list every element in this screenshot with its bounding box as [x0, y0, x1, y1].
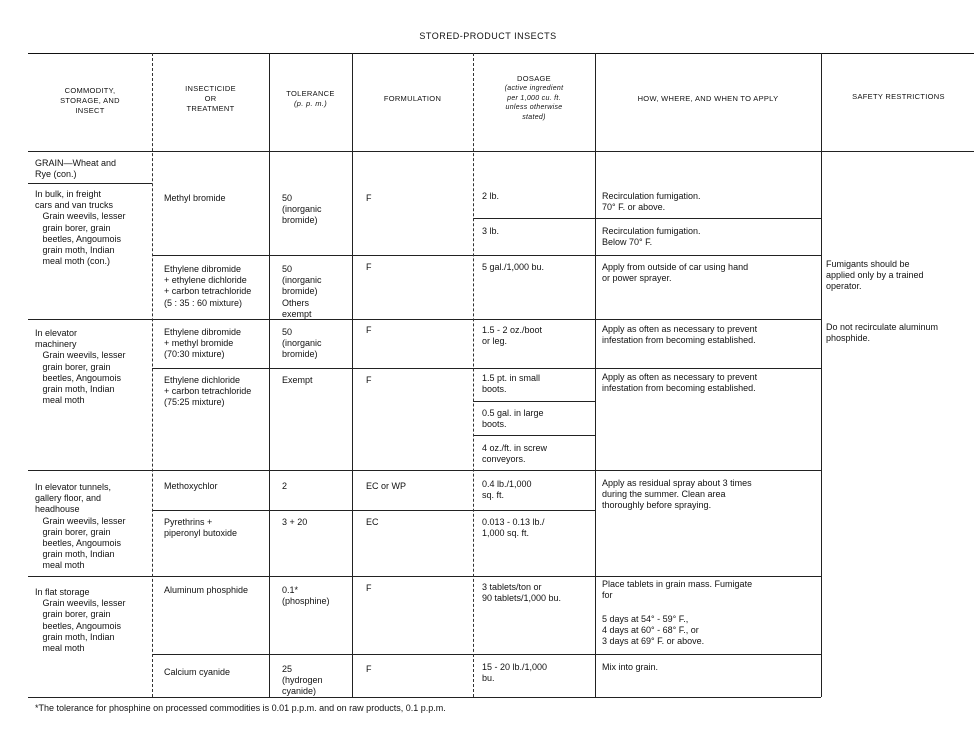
how-cell: Apply as residual spray about 3 times during the summer. Clean area thoroughly before spraying. [602, 478, 752, 511]
tolerance-cell: 3 + 20 [282, 517, 308, 527]
table-top-rule [28, 53, 974, 54]
commodity-flat-storage: In flat storage Grain weevils, lesser grain borer, grain beetles, Angoumois grain moth, Indian meal moth [35, 587, 126, 654]
dosage-cell: 0.013 - 0.13 lb./ 1,000 sq. ft. [482, 517, 545, 539]
row-divider [28, 183, 152, 184]
row-divider [473, 218, 821, 219]
row-divider [28, 576, 821, 577]
safety-note: Do not recirculate aluminum phosphide. [826, 322, 939, 344]
dosage-cell: 15 - 20 lb./1,000 bu. [482, 662, 548, 684]
row-divider [152, 510, 596, 511]
dosage-cell: 0.5 gal. in large boots. [482, 408, 544, 430]
commodity-grain: GRAIN—Wheat and Rye (con.) [35, 158, 117, 180]
tolerance-cell: 0.1* (phosphine) [282, 585, 330, 607]
tolerance-cell: 2 [282, 481, 288, 491]
insecticide-cell: Methoxychlor [164, 481, 218, 491]
header-commodity: COMMODITY, STORAGE, AND INSECT [60, 86, 120, 115]
dosage-cell: 1.5 - 2 oz./boot or leg. [482, 325, 543, 347]
row-divider [152, 368, 821, 369]
dosage-cell: 3 tablets/ton or 90 tablets/1,000 bu. [482, 582, 562, 604]
insecticide-cell: Aluminum phosphide [164, 585, 249, 595]
table-bottom-rule [28, 697, 821, 698]
insecticide-cell: Pyrethrins + piperonyl butoxide [164, 517, 238, 539]
tolerance-cell: Exempt [282, 375, 313, 385]
formulation-cell: F [366, 664, 372, 674]
column-divider [269, 53, 270, 697]
header-tolerance-units [271, 99, 350, 109]
tolerance-cell: 50 (inorganic bromide) Others exempt [282, 264, 322, 319]
insecticide-cell: Ethylene dichloride + carbon tetrachloride (75:25 mixture) [164, 375, 252, 408]
commodity-elevator-tunnels: In elevator tunnels, gallery floor, and headhouse Grain weevils, lesser grain borer, grain beetles, Angoumois grain moth, Indian meal moth [35, 482, 126, 571]
dosage-cell: 1.5 pt. in small boots. [482, 373, 541, 395]
row-divider [473, 435, 595, 436]
insecticide-cell: Ethylene dibromide + ethylene dichloride + carbon tetrachloride (5 : 35 : 60 mixture) [164, 264, 252, 308]
commodity-bulk: In bulk, in freight cars and van trucks Grain weevils, lesser grain borer, grain beetles, Angoumois grain moth, Indian meal moth (con.) [35, 189, 126, 267]
header-tolerance: TOLERANCE [286, 89, 335, 98]
insecticide-cell: Ethylene dibromide + methyl bromide (70:30 mixture) [164, 327, 242, 360]
row-divider [28, 319, 821, 320]
how-cell: Place tablets in grain mass. Fumigate for [602, 579, 753, 601]
row-divider [28, 470, 821, 471]
formulation-cell: EC [366, 517, 379, 527]
row-divider [152, 255, 821, 256]
insecticide-cell: Calcium cyanide [164, 667, 231, 677]
tolerance-cell: 25 (hydrogen cyanide) [282, 664, 323, 697]
column-divider [352, 53, 353, 697]
column-divider [473, 53, 474, 697]
how-cell: Apply from outside of car using hand or power sprayer. [602, 262, 749, 284]
formulation-cell: F [366, 193, 372, 203]
dosage-cell: 4 oz./ft. in screw conveyors. [482, 443, 548, 465]
tolerance-cell: 50 (inorganic bromide) [282, 193, 322, 226]
how-cell: Apply as often as necessary to prevent infestation from becoming established. [602, 324, 758, 346]
dosage-cell: 3 lb. [482, 226, 500, 236]
safety-note: Fumigants should be applied only by a trained operator. [826, 259, 924, 292]
header-dosage-note [475, 84, 593, 122]
dosage-cell: 2 lb. [482, 191, 500, 201]
formulation-cell: F [366, 325, 372, 335]
row-divider [152, 654, 821, 655]
formulation-cell: F [366, 375, 372, 385]
header-insecticide: INSECTICIDE OR TREATMENT [185, 84, 236, 113]
dosage-cell: 0.4 lb./1,000 sq. ft. [482, 479, 532, 501]
how-cell: 5 days at 54° - 59° F., 4 days at 60° - 68° F., or 3 days at 69° F. or above. [602, 614, 705, 647]
row-divider [473, 401, 595, 402]
footnote: *The tolerance for phosphine on processed commodities is 0.01 p.p.m. and on raw products, 0.1 p.p.m. [35, 703, 446, 713]
dosage-note-text: (active ingredient per 1,000 cu. ft. unless otherwise stated) [504, 85, 564, 121]
how-cell: Recirculation fumigation. Below 70° F. [602, 226, 701, 248]
how-cell: Recirculation fumigation. 70° F. or above. [602, 191, 701, 213]
how-cell: Apply as often as necessary to prevent infestation from becoming established. [602, 372, 758, 394]
page-title: STORED-PRODUCT INSECTS [419, 31, 557, 41]
header-dosage: DOSAGE [517, 74, 551, 83]
column-divider [152, 53, 153, 697]
header-how: HOW, WHERE, AND WHEN TO APPLY [637, 94, 779, 103]
how-cell: Mix into grain. [602, 662, 659, 672]
tolerance-units-text: (p. p. m.) [293, 99, 327, 108]
header-bottom-rule [28, 151, 974, 152]
formulation-cell: F [366, 262, 372, 272]
header-formulation: FORMULATION [383, 94, 442, 103]
formulation-cell: F [366, 583, 372, 593]
column-divider [595, 53, 596, 697]
header-safety: SAFETY RESTRICTIONS [852, 92, 945, 101]
insecticide-cell: Methyl bromide [164, 193, 226, 203]
tolerance-cell: 50 (inorganic bromide) [282, 327, 322, 360]
column-divider [821, 53, 822, 697]
commodity-elevator-machinery: In elevator machinery Grain weevils, lesser grain borer, grain beetles, Angoumois grain moth, Indian meal moth [35, 328, 126, 406]
dosage-cell: 5 gal./1,000 bu. [482, 262, 545, 272]
formulation-cell: EC or WP [366, 481, 407, 491]
